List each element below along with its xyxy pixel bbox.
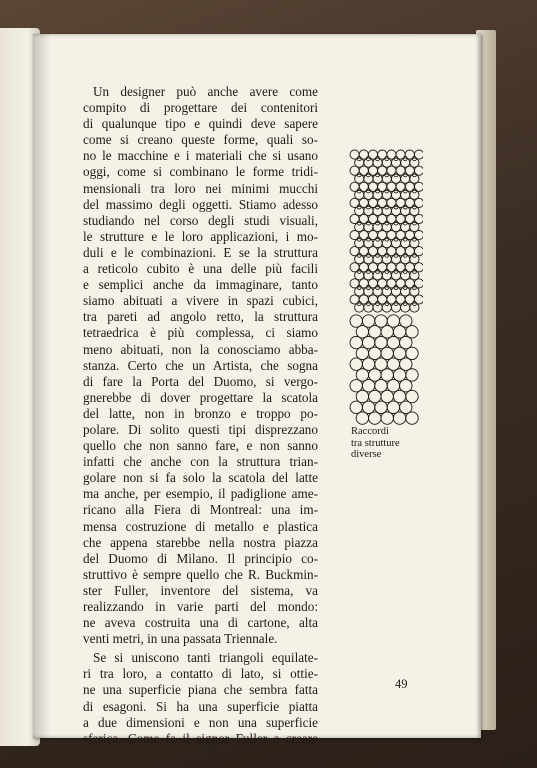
lattice-cell: [391, 303, 400, 312]
lattice-cell: [369, 347, 381, 359]
lattice-cell: [375, 336, 387, 348]
text-line: ma anche, per esempio, il padiglione ame-: [83, 486, 318, 502]
lattice-cell: [373, 303, 382, 312]
text-line: del latte, non in bronzo e troppo po-: [83, 405, 318, 421]
lattice-cell: [393, 412, 405, 424]
text-line: golare non si fa solo la scatola del latte: [83, 470, 318, 486]
text-line: oggi, come si combinano le forme tridi-: [83, 164, 318, 180]
lattice-cell: [381, 369, 393, 381]
lattice-cell: [382, 303, 391, 312]
text-line: no le macchine e i materiali che si usano: [83, 148, 318, 164]
text-line: di fare la Porta del Duomo, si vergo-: [83, 373, 318, 389]
lattice-cell: [356, 347, 368, 359]
text-line: a reticolo cubito è una delle più facili: [83, 261, 318, 277]
text-line: quello che non sanno fare, e non sanno: [83, 438, 318, 454]
page-number: 49: [395, 677, 408, 691]
lattice-cell: [350, 401, 362, 413]
lattice-cell: [387, 358, 399, 370]
lattice-cell: [362, 380, 374, 392]
lattice-cell: [362, 336, 374, 348]
structure-illustration: [349, 149, 423, 432]
lattice-cell: [369, 390, 381, 402]
text-line: a due dimensioni e non una superficie: [83, 714, 318, 730]
gutter-shadow: [33, 34, 51, 738]
text-line: meno abituati, non la conosciamo abba-: [83, 341, 318, 357]
text-line: studiando nel corso degli studi visuali,: [83, 212, 318, 228]
lattice-cell: [401, 303, 410, 312]
lattice-cell: [356, 326, 368, 338]
text-line: ricano alla Fiera di Montreal: una im-: [83, 502, 318, 518]
lattice-cell: [375, 315, 387, 327]
text-line: di qualunque tipo e quindi deve sapere: [83, 116, 318, 132]
body-text: [83, 84, 318, 747]
book-page: [33, 34, 481, 746]
text-line: sferica. Come fa il signor Fuller a creare: [83, 730, 318, 746]
text-line: tetraedrica è più complessa, ci siamo: [83, 325, 318, 341]
text-line: che appena starebbe nella nostra piazza: [83, 534, 318, 550]
lattice-cell: [381, 390, 393, 402]
lattice-cell: [362, 315, 374, 327]
lattice-cell: [393, 326, 405, 338]
figure-caption: [351, 426, 441, 461]
text-line: gnerebbe di dover progettare la scatola: [83, 389, 318, 405]
lattice-cell: [400, 401, 412, 413]
lattice-cell: [381, 347, 393, 359]
text-line: di esagoni. Si ha una superficie piatta: [83, 698, 318, 714]
text-line: siamo abituati a vivere in spazi cubici,: [83, 293, 318, 309]
text-line: realizzando in varie parti del mondo:: [83, 599, 318, 614]
lattice-cell: [387, 380, 399, 392]
text-line: tra pareti ad angolo retto, la struttura: [83, 309, 318, 325]
text-line: stanza. Certo che un Artista, che sogna: [83, 357, 318, 373]
text-line: Se si uniscono tanti triangoli equilate-: [93, 650, 318, 666]
text-line: struttivo è sempre quello che R. Buckmin-: [83, 566, 318, 582]
lattice-cell: [362, 401, 374, 413]
text-line: ster Fuller, inventore del sistema, va: [83, 582, 318, 598]
caption-line: tra strutture: [351, 437, 400, 449]
lattice-cell: [387, 336, 399, 348]
lattice-cell: [364, 303, 373, 312]
lattice-cell: [350, 315, 362, 327]
text-line: ri tra loro, a contatto di lato, si ottie-: [83, 666, 318, 682]
lattice-cell: [375, 401, 387, 413]
lattice-cell: [369, 326, 381, 338]
lattice-cell: [400, 336, 412, 348]
lattice-cell: [375, 380, 387, 392]
lattice-cell: [369, 369, 381, 381]
text-line: mensionali tra loro nei minimi mucchi: [83, 180, 318, 196]
lattice-cell: [350, 358, 362, 370]
lattice-cell: [375, 358, 387, 370]
lattice-cell: [356, 412, 368, 424]
lattice-cell: [400, 315, 412, 327]
lattice-cell: [356, 369, 368, 381]
lattice-cell: [406, 369, 418, 381]
lattice-cell: [356, 390, 368, 402]
text-line: Un designer può anche avere come: [93, 84, 318, 99]
text-line: del Duomo di Milano. Il principio co-: [83, 550, 318, 566]
lattice-cell: [387, 315, 399, 327]
lattice-cell: [406, 390, 418, 402]
caption-line: diverse: [351, 449, 382, 460]
lattice-cell: [381, 412, 393, 424]
lattice-cell: [393, 390, 405, 402]
caption-line: Raccordi: [351, 426, 389, 437]
lattice-cell: [355, 303, 364, 312]
text-line: compito di progettare dei contenitori: [83, 100, 318, 116]
lattice-cell: [406, 412, 418, 424]
text-line: le strutture e le loro applicazioni, i mo-: [83, 228, 318, 244]
lattice-cell: [362, 358, 374, 370]
lattice-cell: [393, 347, 405, 359]
text-line: del massimo degli oggetti. Stiamo adesso: [83, 196, 318, 212]
text-line: e semplici anche da immaginare, tanto: [83, 277, 318, 293]
lattice-cell: [406, 326, 418, 338]
text-line: ne aveva costruita una di cartone, alta: [83, 615, 318, 631]
text-line: duli e le combinazioni. E se la struttura: [83, 244, 318, 260]
lattice-cell: [350, 380, 362, 392]
lattice-cell: [400, 358, 412, 370]
lattice-cell: [393, 369, 405, 381]
lattice-cell: [406, 347, 418, 359]
lattice-cell: [410, 303, 419, 312]
lattice-cell: [350, 336, 362, 348]
text-line: come si creano queste forme, quali so-: [83, 132, 318, 148]
text-line: mensa costruzione di metallo e plastica: [83, 518, 318, 534]
lattice-cell: [369, 412, 381, 424]
text-line: venti metri, in una passata Triennale.: [83, 631, 278, 647]
lattice-cell: [387, 401, 399, 413]
text-line: infatti che anche con la struttura trian-: [83, 454, 318, 470]
lattice-cell: [381, 326, 393, 338]
text-line: ne una superficie piana che sembra fatta: [83, 682, 318, 698]
text-line: polare. Di solito questi tipi disprezzano: [83, 421, 318, 437]
lattice-cell: [400, 380, 412, 392]
